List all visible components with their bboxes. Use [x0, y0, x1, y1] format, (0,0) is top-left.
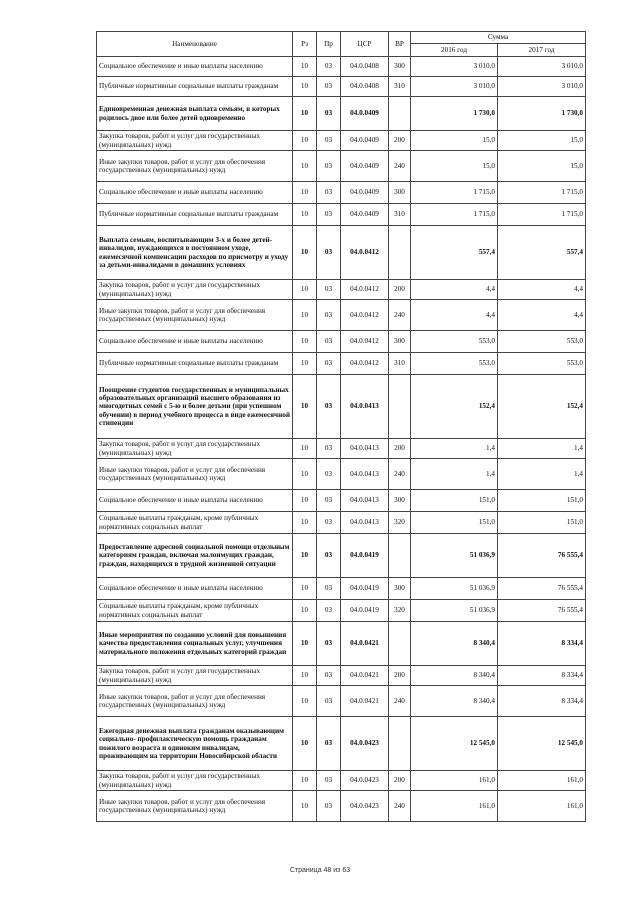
row-name: Закупка товаров, работ и услуг для государственных (муниципальных) нужд — [97, 439, 293, 459]
row-sum-2017: 8 334,4 — [498, 686, 586, 717]
row-csr: 04.0.0409 — [341, 151, 389, 182]
row-name: Иные закупки товаров, работ и услуг для обеспечения государственных (муниципальных) нужд — [97, 686, 293, 717]
row-rz: 10 — [293, 439, 317, 459]
row-sum-2017: 152,4 — [498, 375, 586, 439]
row-sum-2017: 161,0 — [498, 791, 586, 822]
table-row — [97, 439, 586, 459]
row-name: Предоставление адресной социальной помощи отдельным категориям граждан, включая малоимущих граждан, граждан, находящихся в трудной жизненной ситуации — [97, 534, 293, 578]
header-2017: 2017 год — [498, 44, 586, 57]
table-row — [97, 331, 586, 353]
row-sum-2016: 152,4 — [411, 375, 498, 439]
row-sum-2017: 557,4 — [498, 226, 586, 280]
table-row — [97, 300, 586, 331]
row-name: Ежегодная денежная выплата гражданам оказывающим социально- профилактическую помощь гражданам пожилого возраста и одиноким инвалидам, проживающим на территории Новосибирской области — [97, 717, 293, 771]
row-rz: 10 — [293, 686, 317, 717]
row-vr: 300 — [389, 490, 411, 512]
row-rz: 10 — [293, 666, 317, 686]
row-csr: 04.0.0412 — [341, 353, 389, 375]
table-row — [97, 151, 586, 182]
row-sum-2017: 8 334,4 — [498, 622, 586, 666]
row-rz: 10 — [293, 512, 317, 534]
row-csr: 04.0.0413 — [341, 439, 389, 459]
row-name: Социальные выплаты гражданам, кроме публичных нормативных социальных выплат — [97, 512, 293, 534]
row-vr: 310 — [389, 77, 411, 97]
row-vr: 300 — [389, 578, 411, 600]
row-pr: 03 — [317, 226, 341, 280]
row-sum-2016: 161,0 — [411, 791, 498, 822]
budget-table — [96, 31, 586, 822]
row-sum-2016: 4,4 — [411, 280, 498, 300]
row-csr: 04.0.0408 — [341, 57, 389, 77]
row-sum-2016: 51 036,9 — [411, 534, 498, 578]
row-vr — [389, 375, 411, 439]
row-vr — [389, 97, 411, 131]
row-name: Иные закупки товаров, работ и услуг для обеспечения государственных (муниципальных) нужд — [97, 151, 293, 182]
row-sum-2016: 1 715,0 — [411, 204, 498, 226]
row-vr: 200 — [389, 771, 411, 791]
row-vr — [389, 534, 411, 578]
row-sum-2017: 553,0 — [498, 331, 586, 353]
row-pr: 03 — [317, 182, 341, 204]
row-vr: 240 — [389, 686, 411, 717]
row-sum-2017: 3 010,0 — [498, 57, 586, 77]
row-name: Выплата семьям, воспитывающим 3-х и более детей-инвалидов, нуждающихся в постоянном уходе, ежемесячной компенсации расходов по присмотру и уходу за детьми-инвалидами в домашних условиях — [97, 226, 293, 280]
row-pr: 03 — [317, 578, 341, 600]
row-sum-2017: 8 334,4 — [498, 666, 586, 686]
row-rz: 10 — [293, 131, 317, 151]
row-sum-2016: 8 340,4 — [411, 666, 498, 686]
row-pr: 03 — [317, 490, 341, 512]
row-pr: 03 — [317, 512, 341, 534]
row-rz: 10 — [293, 622, 317, 666]
row-rz: 10 — [293, 578, 317, 600]
row-sum-2017: 76 555,4 — [498, 578, 586, 600]
row-name: Закупка товаров, работ и услуг для государственных (муниципальных) нужд — [97, 771, 293, 791]
row-pr: 03 — [317, 331, 341, 353]
row-rz: 10 — [293, 77, 317, 97]
row-rz: 10 — [293, 97, 317, 131]
row-csr: 04.0.0412 — [341, 300, 389, 331]
row-csr: 04.0.0412 — [341, 280, 389, 300]
table-row — [97, 622, 586, 666]
table-row — [97, 353, 586, 375]
row-rz: 10 — [293, 57, 317, 77]
row-csr: 04.0.0412 — [341, 226, 389, 280]
row-csr: 04.0.0421 — [341, 666, 389, 686]
row-vr — [389, 226, 411, 280]
table-row — [97, 512, 586, 534]
row-sum-2017: 151,0 — [498, 512, 586, 534]
table-row — [97, 226, 586, 280]
row-vr: 200 — [389, 131, 411, 151]
row-vr: 300 — [389, 182, 411, 204]
row-pr: 03 — [317, 280, 341, 300]
row-sum-2017: 553,0 — [498, 353, 586, 375]
row-sum-2016: 151,0 — [411, 490, 498, 512]
row-csr: 04.0.0413 — [341, 375, 389, 439]
row-vr: 200 — [389, 439, 411, 459]
row-sum-2016: 15,0 — [411, 151, 498, 182]
row-csr: 04.0.0412 — [341, 331, 389, 353]
row-pr: 03 — [317, 151, 341, 182]
header-rz: Рз — [293, 32, 317, 57]
row-rz: 10 — [293, 375, 317, 439]
row-vr: 240 — [389, 300, 411, 331]
row-vr: 320 — [389, 512, 411, 534]
row-name: Закупка товаров, работ и услуг для государственных (муниципальных) нужд — [97, 666, 293, 686]
row-csr: 04.0.0423 — [341, 771, 389, 791]
row-vr: 240 — [389, 459, 411, 490]
row-name: Поощрение студентов государственных и муниципальных образовательных организаций высшего образования из многодетных семей с 5-ю и более детьми (при успешном обучении) в период учебного процесса в виде ежемесячной стипендии — [97, 375, 293, 439]
row-rz: 10 — [293, 717, 317, 771]
row-name: Публичные нормативные социальные выплаты гражданам — [97, 353, 293, 375]
row-sum-2017: 1 730,0 — [498, 97, 586, 131]
row-rz: 10 — [293, 151, 317, 182]
table-row — [97, 77, 586, 97]
row-name: Закупка товаров, работ и услуг для государственных (муниципальных) нужд — [97, 280, 293, 300]
row-sum-2017: 15,0 — [498, 151, 586, 182]
row-sum-2017: 1,4 — [498, 439, 586, 459]
table-row — [97, 375, 586, 439]
table-row — [97, 771, 586, 791]
row-sum-2017: 76 555,4 — [498, 534, 586, 578]
row-pr: 03 — [317, 97, 341, 131]
table-row — [97, 666, 586, 686]
row-rz: 10 — [293, 534, 317, 578]
table-row — [97, 717, 586, 771]
row-csr: 04.0.0421 — [341, 622, 389, 666]
row-pr: 03 — [317, 57, 341, 77]
row-vr: 320 — [389, 600, 411, 622]
table-row — [97, 686, 586, 717]
row-name: Социальное обеспечение и иные выплаты населению — [97, 331, 293, 353]
header-2016: 2016 год — [411, 44, 498, 57]
row-sum-2016: 3 010,0 — [411, 57, 498, 77]
row-pr: 03 — [317, 666, 341, 686]
row-rz: 10 — [293, 353, 317, 375]
row-pr: 03 — [317, 622, 341, 666]
row-sum-2016: 4,4 — [411, 300, 498, 331]
row-csr: 04.0.0409 — [341, 97, 389, 131]
row-vr: 240 — [389, 791, 411, 822]
row-name: Иные закупки товаров, работ и услуг для обеспечения государственных (муниципальных) нужд — [97, 300, 293, 331]
row-sum-2017: 161,0 — [498, 771, 586, 791]
row-rz: 10 — [293, 600, 317, 622]
row-sum-2017: 12 545,0 — [498, 717, 586, 771]
row-vr: 300 — [389, 57, 411, 77]
row-name: Социальное обеспечение и иные выплаты населению — [97, 490, 293, 512]
row-name: Публичные нормативные социальные выплаты гражданам — [97, 204, 293, 226]
table-row — [97, 490, 586, 512]
row-sum-2016: 51 036,9 — [411, 578, 498, 600]
row-pr: 03 — [317, 534, 341, 578]
row-pr: 03 — [317, 600, 341, 622]
row-pr: 03 — [317, 459, 341, 490]
row-csr: 04.0.0419 — [341, 578, 389, 600]
row-sum-2017: 4,4 — [498, 300, 586, 331]
row-pr: 03 — [317, 771, 341, 791]
row-name: Социальное обеспечение и иные выплаты населению — [97, 182, 293, 204]
row-sum-2016: 3 010,0 — [411, 77, 498, 97]
row-name: Социальные выплаты гражданам, кроме публичных нормативных социальных выплат — [97, 600, 293, 622]
row-sum-2017: 1,4 — [498, 459, 586, 490]
row-name: Единовременная денежная выплата семьям, в которых родилось двое или более детей одновременно — [97, 97, 293, 131]
row-sum-2017: 4,4 — [498, 280, 586, 300]
row-pr: 03 — [317, 717, 341, 771]
row-csr: 04.0.0409 — [341, 131, 389, 151]
row-pr: 03 — [317, 77, 341, 97]
row-sum-2016: 1 715,0 — [411, 182, 498, 204]
row-sum-2016: 1,4 — [411, 439, 498, 459]
row-pr: 03 — [317, 439, 341, 459]
row-rz: 10 — [293, 226, 317, 280]
row-vr — [389, 717, 411, 771]
row-sum-2016: 15,0 — [411, 131, 498, 151]
row-sum-2016: 1 730,0 — [411, 97, 498, 131]
row-vr: 240 — [389, 151, 411, 182]
page-footer: Страница 48 из 63 — [289, 867, 351, 874]
row-vr: 310 — [389, 353, 411, 375]
row-rz: 10 — [293, 280, 317, 300]
row-pr: 03 — [317, 300, 341, 331]
row-pr: 03 — [317, 791, 341, 822]
row-pr: 03 — [317, 686, 341, 717]
row-name: Иные закупки товаров, работ и услуг для обеспечения государственных (муниципальных) нужд — [97, 791, 293, 822]
row-vr: 300 — [389, 331, 411, 353]
table-body — [97, 57, 586, 822]
row-rz: 10 — [293, 459, 317, 490]
row-csr: 04.0.0423 — [341, 717, 389, 771]
row-pr: 03 — [317, 204, 341, 226]
table-row — [97, 578, 586, 600]
row-sum-2016: 557,4 — [411, 226, 498, 280]
row-sum-2016: 553,0 — [411, 331, 498, 353]
row-sum-2017: 1 715,0 — [498, 204, 586, 226]
row-name: Публичные нормативные социальные выплаты гражданам — [97, 77, 293, 97]
row-rz: 10 — [293, 331, 317, 353]
row-name: Иные закупки товаров, работ и услуг для обеспечения государственных (муниципальных) нужд — [97, 459, 293, 490]
row-sum-2017: 76 555,4 — [498, 600, 586, 622]
row-name: Закупка товаров, работ и услуг для государственных (муниципальных) нужд — [97, 131, 293, 151]
row-sum-2016: 51 036,9 — [411, 600, 498, 622]
row-sum-2016: 8 340,4 — [411, 622, 498, 666]
table-row — [97, 204, 586, 226]
header-csr: ЦСР — [341, 32, 389, 57]
row-csr: 04.0.0413 — [341, 512, 389, 534]
row-csr: 04.0.0408 — [341, 77, 389, 97]
row-sum-2017: 15,0 — [498, 131, 586, 151]
row-sum-2016: 161,0 — [411, 771, 498, 791]
row-sum-2016: 1,4 — [411, 459, 498, 490]
table-row — [97, 97, 586, 131]
header-sum: Сумма — [411, 32, 586, 44]
row-csr: 04.0.0421 — [341, 686, 389, 717]
row-name: Социальное обеспечение и иные выплаты населению — [97, 57, 293, 77]
row-rz: 10 — [293, 791, 317, 822]
row-csr: 04.0.0419 — [341, 534, 389, 578]
row-csr: 04.0.0409 — [341, 182, 389, 204]
row-csr: 04.0.0413 — [341, 490, 389, 512]
table-row — [97, 534, 586, 578]
row-vr — [389, 622, 411, 666]
row-sum-2017: 1 715,0 — [498, 182, 586, 204]
header-name: Наименование — [97, 32, 293, 57]
row-pr: 03 — [317, 131, 341, 151]
row-csr: 04.0.0419 — [341, 600, 389, 622]
row-sum-2016: 12 545,0 — [411, 717, 498, 771]
table-row — [97, 600, 586, 622]
row-sum-2017: 151,0 — [498, 490, 586, 512]
table-row — [97, 131, 586, 151]
row-csr: 04.0.0423 — [341, 791, 389, 822]
row-sum-2016: 8 340,4 — [411, 686, 498, 717]
table-row — [97, 280, 586, 300]
row-vr: 310 — [389, 204, 411, 226]
row-sum-2016: 553,0 — [411, 353, 498, 375]
table-row — [97, 182, 586, 204]
row-vr: 200 — [389, 280, 411, 300]
row-name: Социальное обеспечение и иные выплаты населению — [97, 578, 293, 600]
header-pr: Пр — [317, 32, 341, 57]
row-name: Иные мероприятия по созданию условий для повышения качества предоставления социальных услуг, улучшения материального положения отдельных категорий граждан — [97, 622, 293, 666]
table-row — [97, 459, 586, 490]
row-rz: 10 — [293, 490, 317, 512]
row-rz: 10 — [293, 204, 317, 226]
row-csr: 04.0.0409 — [341, 204, 389, 226]
row-rz: 10 — [293, 300, 317, 331]
header-vr: ВР — [389, 32, 411, 57]
row-sum-2017: 3 010,0 — [498, 77, 586, 97]
row-rz: 10 — [293, 182, 317, 204]
row-sum-2016: 151,0 — [411, 512, 498, 534]
table-row — [97, 57, 586, 77]
row-pr: 03 — [317, 353, 341, 375]
row-pr: 03 — [317, 375, 341, 439]
row-vr: 200 — [389, 666, 411, 686]
row-csr: 04.0.0413 — [341, 459, 389, 490]
row-rz: 10 — [293, 771, 317, 791]
table-row — [97, 791, 586, 822]
